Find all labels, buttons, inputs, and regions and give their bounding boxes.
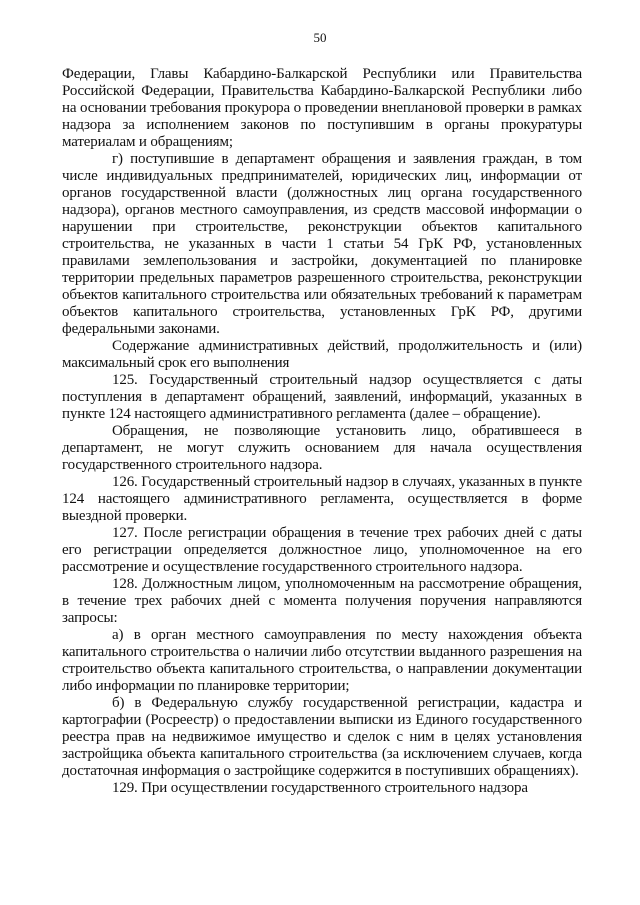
paragraph-10: б) в Федеральную службу государственной регистрации, кадастра и картографии (Росреестр) о предоставлении выписки из Единого государственного реестра прав на недвижимое имущество и сделок с ним в целях установления застройщика объекта капитального строительства (за исключением случаев, когда достаточная информация о застройщике содержится в поступивших обращениях). <box>62 695 582 779</box>
paragraph-6: 126. Государственный строительный надзор в случаях, указанных в пункте 124 настоящего административного регламента, осуществляется в форме выездной проверки. <box>62 474 582 524</box>
paragraph-2: г) поступившие в департамент обращения и заявления граждан, в том числе индивидуальных предпринимателей, юридических лиц, информации от органов государственной власти (должностных лиц органа государственного надзора), органов местного самоуправления, из средств массовой информации о нарушении при строительстве, реконструкции объектов капитального строительства, не указанных в части 1 статьи 54 ГрК РФ, установленных правилами землепользования и застройки, документацией по планировке территории предельных параметров разрешенного строительства, реконструкции объектов капитального строительства или обязательных требований к параметрам объектов капитального строительства, установленных ГрК РФ, другими федеральными законами. <box>62 151 582 337</box>
page-number: 50 <box>313 30 327 45</box>
paragraph-3: Содержание административных действий, продолжительность и (или) максимальный срок его выполнения <box>62 338 582 371</box>
paragraph-1: Федерации, Главы Кабардино-Балкарской Республики или Правительства Российской Федерации, Правительства Кабардино-Балкарской Республики либо на основании требования прокурора о проведении внеплановой проверки в рамках надзора за исполнением законов по поступившим в органы прокуратуры материалам и обращениям; <box>62 66 582 150</box>
paragraph-11: 129. При осуществлении государственного строительного надзора <box>112 780 528 796</box>
paragraph-5: Обращения, не позволяющие установить лицо, обратившееся в департамент, не могут служить основанием для начала осуществления государственного строительного надзора. <box>62 423 582 473</box>
paragraph-4: 125. Государственный строительный надзор осуществляется с даты поступления в департамент обращений, заявлений, информаций, указанных в пункте 124 настоящего административного регламента (далее – обращение). <box>62 372 582 422</box>
paragraph-7: 127. После регистрации обращения в течение трех рабочих дней с даты его регистрации определяется должностное лицо, уполномоченное на его рассмотрение и осуществление государственного строительного надзора. <box>62 525 582 575</box>
paragraph-8: 128. Должностным лицом, уполномоченным на рассмотрение обращения, в течение трех рабочих дней с момента получения поручения направляются запросы: <box>62 576 582 626</box>
document-body <box>62 66 582 797</box>
paragraph-9: а) в орган местного самоуправления по месту нахождения объекта капитального строительства о наличии либо отсутствии выданного разрешения на строительство объекта капитального строительства, о направлении документации либо информации по планировке территории; <box>62 627 582 694</box>
